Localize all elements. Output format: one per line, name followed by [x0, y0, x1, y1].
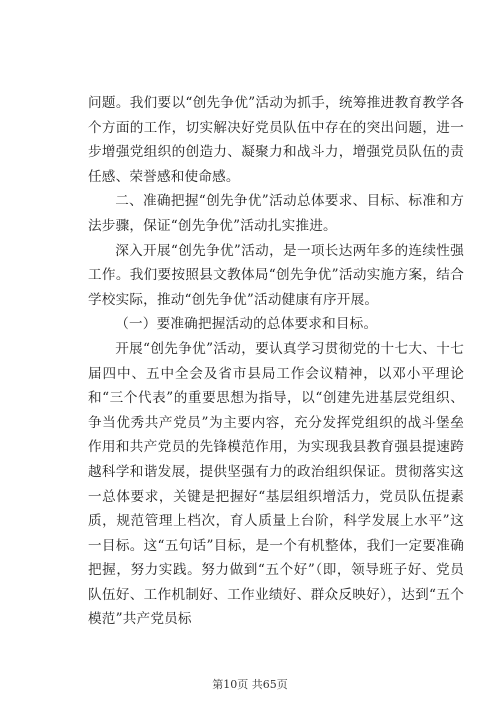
paragraph-5: 开展“创先争优”活动，要认真学习贯彻党的十七大、十七届四中、五中全会及省市县局工作会议精神，以邓小平理论和“三个代表”的重要思想为指导，以“创建先进基层党组织、争当优秀共产党员”为主要内容，充分发挥党组织的战斗堡垒作用和共产党员的先锋模范作用，为实现我县教育强县提速跨越科学和谐发展，提供坚强有力的政治组织保证。贯彻落实这一总体要求，关键是把握好“基层组织增活力，党员队伍提素质，规范管理上档次，育人质量上台阶，科学发展上水平”这一目标。这“五句话”目标，是一个有机整体，我们一定要准确把握，努力实践。努力做到“五个好”（即，领导班子好、党员队伍好、工作机制好、工作业绩好、群众反映好），达到“五个模范”共产党员标 [88, 340, 464, 628]
paragraph-3: 深入开展“创先争优”活动，是一项长达两年多的连续性强工作。我们要按照县文教体局“创先争优”活动实施方案，结合学校实际，推动“创先争优”活动健康有序开展。 [88, 242, 464, 308]
paragraph-2: 二、准确把握“创先争优”活动总体要求、目标、标准和方法步骤，保证“创先争优”活动扎实推进。 [88, 193, 464, 234]
page-number-footer: 第10页 共65页 [212, 678, 288, 691]
paragraph-1: 问题。我们要以“创先争优”活动为抓手，统筹推进教育教学各个方面的工作，切实解决好党员队伍中存在的突出问题，进一步增强党组织的创造力、凝聚力和战斗力，增强党员队伍的责任感、荣誉感和使命感。 [88, 95, 464, 185]
paragraph-4: （一）要准确把握活动的总体要求和目标。 [115, 316, 378, 333]
document-body [88, 91, 464, 632]
